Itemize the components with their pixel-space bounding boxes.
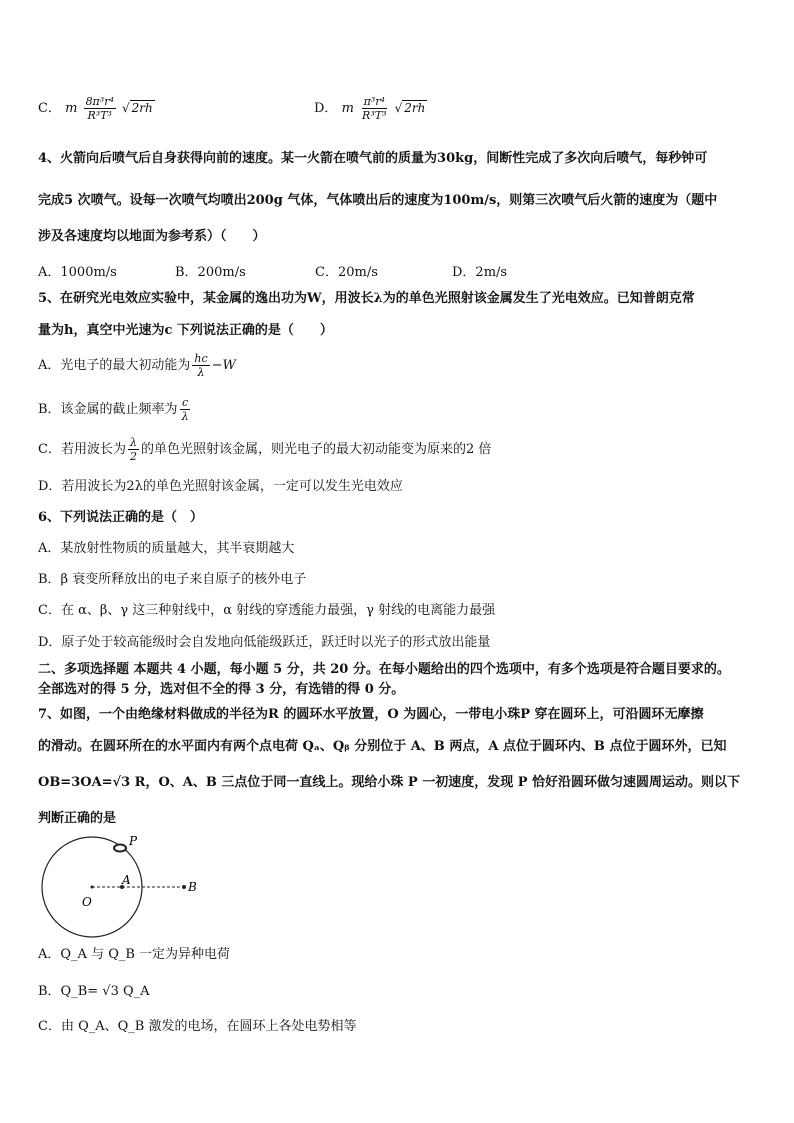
- q6-option-b: B．β 衰变所释放出的电子来自原子的核外电子: [38, 572, 307, 587]
- q3-option-d-label: D．: [314, 101, 338, 116]
- q5-option-c-numerator: λ: [129, 436, 137, 449]
- q5-option-c-text: C．若用波长为: [38, 442, 126, 457]
- q3-option-c-sqrt: √ 2rh: [122, 101, 153, 115]
- q7-figure: [36, 834, 206, 944]
- q3-option-c-radicand: 2rh: [131, 101, 153, 115]
- label-b: B: [188, 880, 197, 894]
- q7-stem-line-2: 的滑动。在圆环所在的水平面内有两个点电荷 Qₐ、Qᵦ 分别位于 A、B 两点，A 点位于圆环内、B 点位于圆环外，已知: [38, 739, 727, 754]
- q7-stem-line-3: OB=3OA=√3 R，O、A、B 三点位于同一直线上。现给小珠 P 一初速度，发现 P 恰好沿圆环做匀速圆周运动。则以下: [38, 775, 741, 790]
- bead-p: [114, 845, 126, 852]
- q4-option-b: B．200m/s: [175, 265, 246, 280]
- q3-option-d-denominator: R³T³: [362, 109, 387, 122]
- label-p: P: [129, 834, 138, 848]
- point-b-dot: [182, 885, 186, 889]
- q5-option-b-numerator: c: [181, 396, 189, 409]
- q5-stem-line-1: 5、在研究光电效应实验中，某金属的逸出功为W，用波长λ为的单色光照射该金属发生了光电效应。已知普朗克常: [38, 291, 695, 306]
- q5-option-a-fraction: [192, 352, 209, 379]
- q6-option-d: D．原子处于较高能级时会自发地向低能级跃迁，跃迁时以光子的形式放出能量: [38, 635, 491, 650]
- q5-option-b: [38, 396, 193, 423]
- q3-option-d: [314, 95, 427, 122]
- q5-option-d: D．若用波长为2λ的单色光照射该金属，一定可以发生光电效应: [38, 479, 403, 494]
- q5-option-c-denominator: 2: [129, 450, 137, 463]
- label-a: A: [122, 873, 131, 887]
- q5-option-c: [38, 436, 491, 463]
- q3-option-c-denominator: R³T³: [87, 109, 112, 122]
- q5-option-b-denominator: λ: [181, 410, 189, 423]
- q5-option-b-text: B．该金属的截止频率为: [38, 402, 178, 417]
- q3-option-d-radicand: 2rh: [404, 101, 426, 115]
- q4-option-c: C．20m/s: [315, 265, 378, 280]
- q5-option-a: [38, 352, 236, 379]
- q5-option-c-suffix: 的单色光照射该金属，则光电子的最大初动能变为原来的2 倍: [140, 442, 492, 457]
- q5-option-b-fraction: [180, 396, 191, 423]
- q5-option-c-fraction: [128, 436, 139, 463]
- q5-option-a-text: A．光电子的最大初动能为: [38, 358, 191, 373]
- q4-option-d: D．2m/s: [452, 265, 508, 280]
- q5-option-a-suffix: −W: [211, 358, 236, 373]
- q7-option-c: C．由 Q_A、Q_B 激发的电场，在圆环上各处电势相等: [38, 1019, 357, 1034]
- q6-option-a: A．某放射性物质的质量越大，其半衰期越大: [38, 541, 295, 556]
- q4-stem-line-3: 涉及各速度均以地面为参考系）（ ）: [38, 229, 266, 244]
- point-o-dot: [91, 886, 94, 889]
- q3-option-d-mass: m: [341, 101, 354, 116]
- q3-option-d-numerator: π³r⁴: [363, 95, 385, 108]
- q3-option-c: [38, 95, 155, 122]
- q3-option-d-sqrt: √ 2rh: [394, 101, 426, 115]
- q4-stem-line-1: 4、火箭向后喷气后自身获得向前的速度。某一火箭在喷气前的质量为30kg，间断性完成了多次向后喷气，每秒钟可: [38, 151, 708, 166]
- q7-option-a: A．Q_A 与 Q_B 一定为异种电荷: [38, 947, 231, 962]
- q4-stem-line-2: 完成5 次喷气。设每一次喷气均喷出200g 气体，气体喷出后的速度为100m/s，则第三次喷气后火箭的速度为（题中: [38, 193, 718, 208]
- q7-option-b: B．Q_B= √3 Q_A: [38, 984, 150, 999]
- q5-option-a-numerator: hc: [194, 352, 208, 365]
- q4-option-a: A．1000m/s: [38, 265, 117, 280]
- q3-option-c-label: C．: [38, 101, 61, 116]
- q6-stem: 6、下列说法正确的是（ ）: [38, 510, 204, 525]
- q3-option-c-numerator: 8π³r⁴: [85, 95, 114, 108]
- q3-option-d-fraction: [360, 95, 388, 122]
- section2-heading-line-1: 二、多项选择题 本题共 4 小题，每小题 5 分，共 20 分。在每小题给出的四个选项中，有多个选项是符合题目要求的。: [38, 662, 730, 677]
- q3-option-c-mass: m: [65, 101, 78, 116]
- q7-stem-line-1: 7、如图，一个由绝缘材料做成的半径为R 的圆环水平放置，O 为圆心，一带电小珠P 穿在圆环上，可沿圆环无摩擦: [38, 707, 704, 722]
- section2-heading-line-2: 全部选对的得 5 分，选对但不全的得 3 分，有选错的得 0 分。: [38, 682, 405, 697]
- q5-stem-line-2: 量为h，真空中光速为c 下列说法正确的是（ ）: [38, 323, 333, 338]
- q3-option-c-fraction: [84, 95, 116, 122]
- q5-option-a-denominator: λ: [197, 366, 205, 379]
- q6-option-c: C．在 α、β、γ 这三种射线中，α 射线的穿透能力最强，γ 射线的电离能力最强: [38, 603, 496, 618]
- label-o: O: [82, 895, 92, 909]
- q7-stem-line-4: 判断正确的是: [38, 811, 117, 826]
